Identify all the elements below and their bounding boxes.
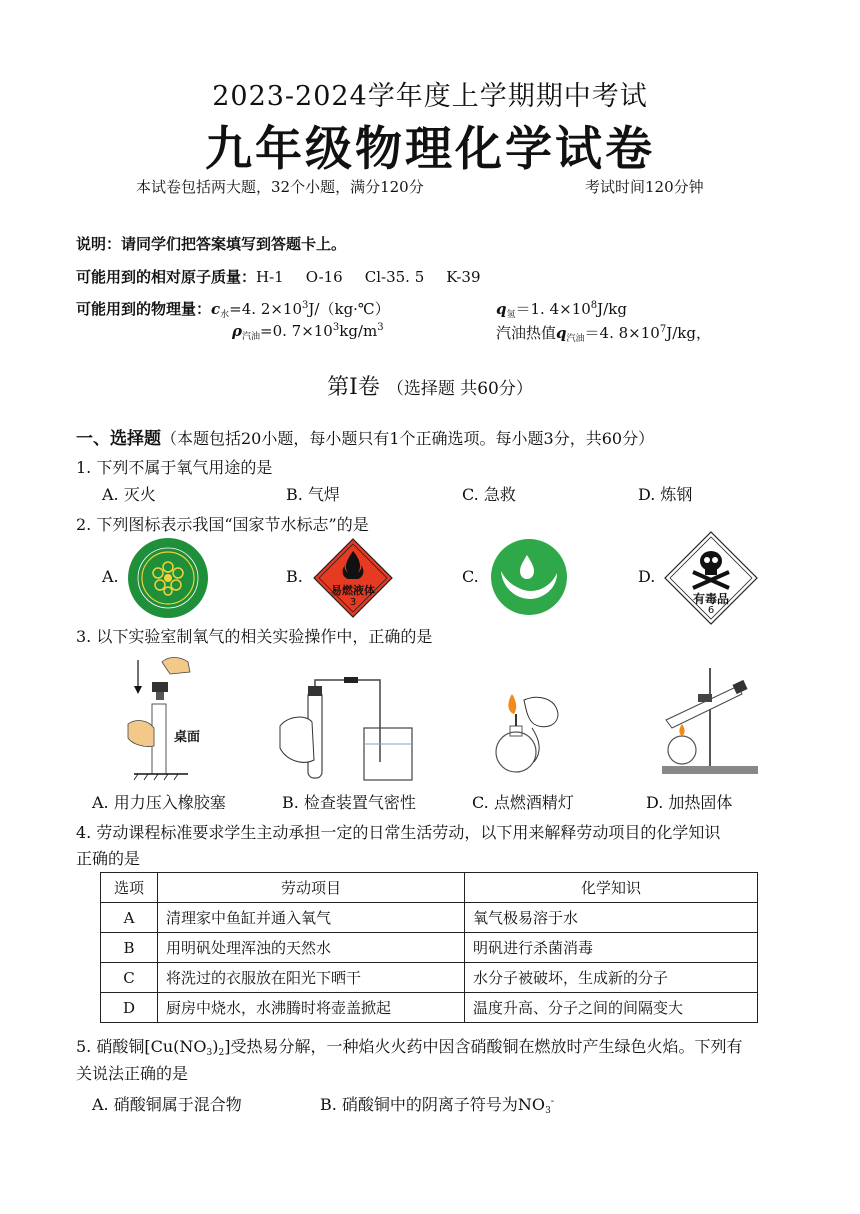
q3-option-a: A. 用力压入橡胶塞 [92, 793, 226, 812]
atomic-mass-cl: Cl-35. 5 [364, 268, 425, 286]
q2-option-c: C. [462, 567, 479, 586]
q5-option-b-text: B. 硝酸铜中的阴离子符号为NO [320, 1095, 546, 1114]
rho-symbol: ρ [232, 322, 242, 340]
heat-subscript: 汽油 [566, 334, 585, 344]
table-row [101, 993, 758, 1023]
exam-title-main: 九年级物理化学试卷 [205, 122, 655, 177]
q1-option-b: B. 气焊 [286, 485, 340, 504]
q-exponent: 8 [590, 300, 598, 311]
q5-subscript-2: 2 [218, 1048, 225, 1058]
table-cell-option: A [101, 903, 158, 933]
q-symbol: q [496, 300, 507, 318]
gasoline-heat-value [496, 322, 711, 344]
atomic-mass-k: K-39 [446, 268, 481, 286]
rho-subscript: 汽油 [241, 332, 260, 342]
q1-stem: 1. 下列不属于氧气用途的是 [76, 458, 273, 477]
table-cell-knowledge: 氧气极易溶于水 [465, 903, 758, 933]
table-cell-knowledge: 温度升高、分子之间的间隔变大 [465, 993, 758, 1023]
exam-info-right: 考试时间120分钟 [585, 178, 704, 196]
figure-light-alcohol-lamp [478, 690, 568, 786]
rho-unit: kg/m [339, 322, 378, 340]
table-header-labor: 劳动项目 [158, 873, 465, 903]
table-header-knowledge: 化学知识 [465, 873, 758, 903]
rho-gasoline [232, 322, 384, 342]
q5-stem-line1 [76, 1034, 742, 1058]
rho-value: =0. 7×10 [260, 322, 333, 340]
q3-option-c: C. 点燃酒精灯 [472, 793, 574, 812]
table-row [101, 933, 758, 963]
section-title-sub: （选择题 共60分） [386, 379, 533, 399]
table-cell-knowledge: 明矾进行杀菌消毒 [465, 933, 758, 963]
table-row [101, 963, 758, 993]
part1-desc: （本题包括20小题，每小题只有1个正确选项。每小题3分，共60分） [161, 429, 655, 448]
flammable-liquid-text: 易燃液体 [331, 584, 375, 597]
table-surface-label: 桌面 [174, 730, 201, 745]
part1-heading [76, 424, 654, 449]
figure-heat-solid [654, 664, 764, 782]
c-subscript: 水 [220, 310, 230, 320]
q5-option-b-superscript: - [550, 1096, 555, 1107]
heat-symbol: q [556, 324, 567, 342]
q-value: ＝1. 4×10 [515, 300, 591, 318]
q1-option-a: A. 灭火 [102, 485, 156, 504]
c-exponent: 3 [302, 300, 309, 311]
q3-option-d: D. 加热固体 [646, 793, 733, 812]
exam-title-year: 2023-2024学年度上学期期中考试 [212, 81, 648, 112]
heat-value: ＝4. 8×10 [584, 324, 660, 342]
section-title-main: 第I卷 [327, 375, 380, 400]
table-cell-labor: 用明矾处理浑浊的天然水 [158, 933, 465, 963]
atomic-mass-o: O-16 [305, 268, 343, 286]
table-cell-option: D [101, 993, 158, 1023]
table-header-option: 选项 [101, 873, 158, 903]
q2-option-a: A. [102, 567, 119, 586]
section-title [0, 370, 860, 401]
q2-option-d: D. [638, 567, 656, 586]
c-symbol: c [211, 300, 221, 318]
atomic-mass-label: 可能用到的相对原子质量： [76, 268, 257, 286]
flammable-liquid-number: 3 [349, 597, 357, 608]
q5-option-b-subscript: 3 [545, 1106, 551, 1116]
heat-unit: J/kg， [666, 324, 711, 342]
table-row [101, 903, 758, 933]
q5-stem-part-a: 5. 硝酸铜[Cu(NO [76, 1037, 207, 1056]
q5-option-a: A. 硝酸铜属于混合物 [92, 1095, 242, 1114]
heat-exponent: 7 [659, 324, 667, 335]
q1-option-d: D. 炼钢 [638, 485, 693, 504]
instruction-note: 说明：请同学们把答案填写到答题卡上。 [76, 235, 347, 253]
q2-option-b: B. [286, 567, 303, 586]
exam-info-left: 本试卷包括两大题，32个小题，满分120分 [136, 178, 424, 196]
toxic-number: 6 [707, 605, 715, 616]
q-subscript: 氢 [506, 310, 516, 320]
table-cell-knowledge: 水分子被破坏，生成新的分子 [465, 963, 758, 993]
atomic-mass-h: H-1 [256, 268, 284, 286]
environmental-label-icon [127, 537, 209, 623]
q2-stem: 2. 下列图标表示我国“国家节水标志”的是 [76, 515, 369, 534]
q4-stem-line2: 正确的是 [76, 849, 141, 868]
toxic-text: 有毒品 [692, 592, 729, 606]
q4-stem-line1: 4. 劳动课程标准要求学生主动承担一定的日常生活劳动，以下用来解释劳动项目的化学知识 [76, 823, 721, 842]
toxic-substance-icon [663, 530, 759, 630]
table-cell-labor: 将洗过的衣服放在阳光下晒干 [158, 963, 465, 993]
table-cell-labor: 清理家中鱼缸并通入氧气 [158, 903, 465, 933]
q5-stem-part-c: ]受热易分解，一种焰火火药中因含硝酸铜在燃放时产生绿色火焰。下列有 [224, 1037, 743, 1056]
q5-stem-line2: 关说法正确的是 [76, 1064, 189, 1083]
physics-quantity-label: 可能用到的物理量： [76, 300, 212, 318]
atomic-mass-line [76, 266, 481, 287]
q-hydrogen [496, 298, 627, 320]
rho-exponent: 3 [332, 322, 340, 333]
table-cell-option: C [101, 963, 158, 993]
q5-stem-part-b: ) [212, 1037, 219, 1056]
table-cell-option: B [101, 933, 158, 963]
c-value: =4. 2×10 [229, 300, 303, 318]
water-saving-icon [489, 537, 569, 621]
q3-option-b: B. 检查装置气密性 [282, 793, 416, 812]
q5-subscript-1: 3 [206, 1048, 213, 1058]
heat-label: 汽油热值 [496, 324, 557, 342]
part1-label: 一、选择题 [76, 429, 161, 449]
table-header-row [101, 873, 758, 903]
c-unit: J/（kg·℃） [308, 300, 390, 318]
q3-stem: 3. 以下实验室制氧气的相关实验操作中，正确的是 [76, 627, 433, 646]
figure-press-stopper [118, 652, 218, 786]
table-cell-labor: 厨房中烧水，水沸腾时将壶盖掀起 [158, 993, 465, 1023]
q-unit: J/kg [597, 300, 627, 318]
q5-option-b [320, 1092, 554, 1116]
flammable-liquid-icon [312, 537, 394, 623]
q1-option-c: C. 急救 [462, 485, 516, 504]
rho-unit-exponent: 3 [377, 322, 384, 333]
q4-table [100, 872, 758, 1023]
physics-quantity-line1 [76, 298, 390, 320]
figure-airtightness-check [272, 676, 420, 786]
